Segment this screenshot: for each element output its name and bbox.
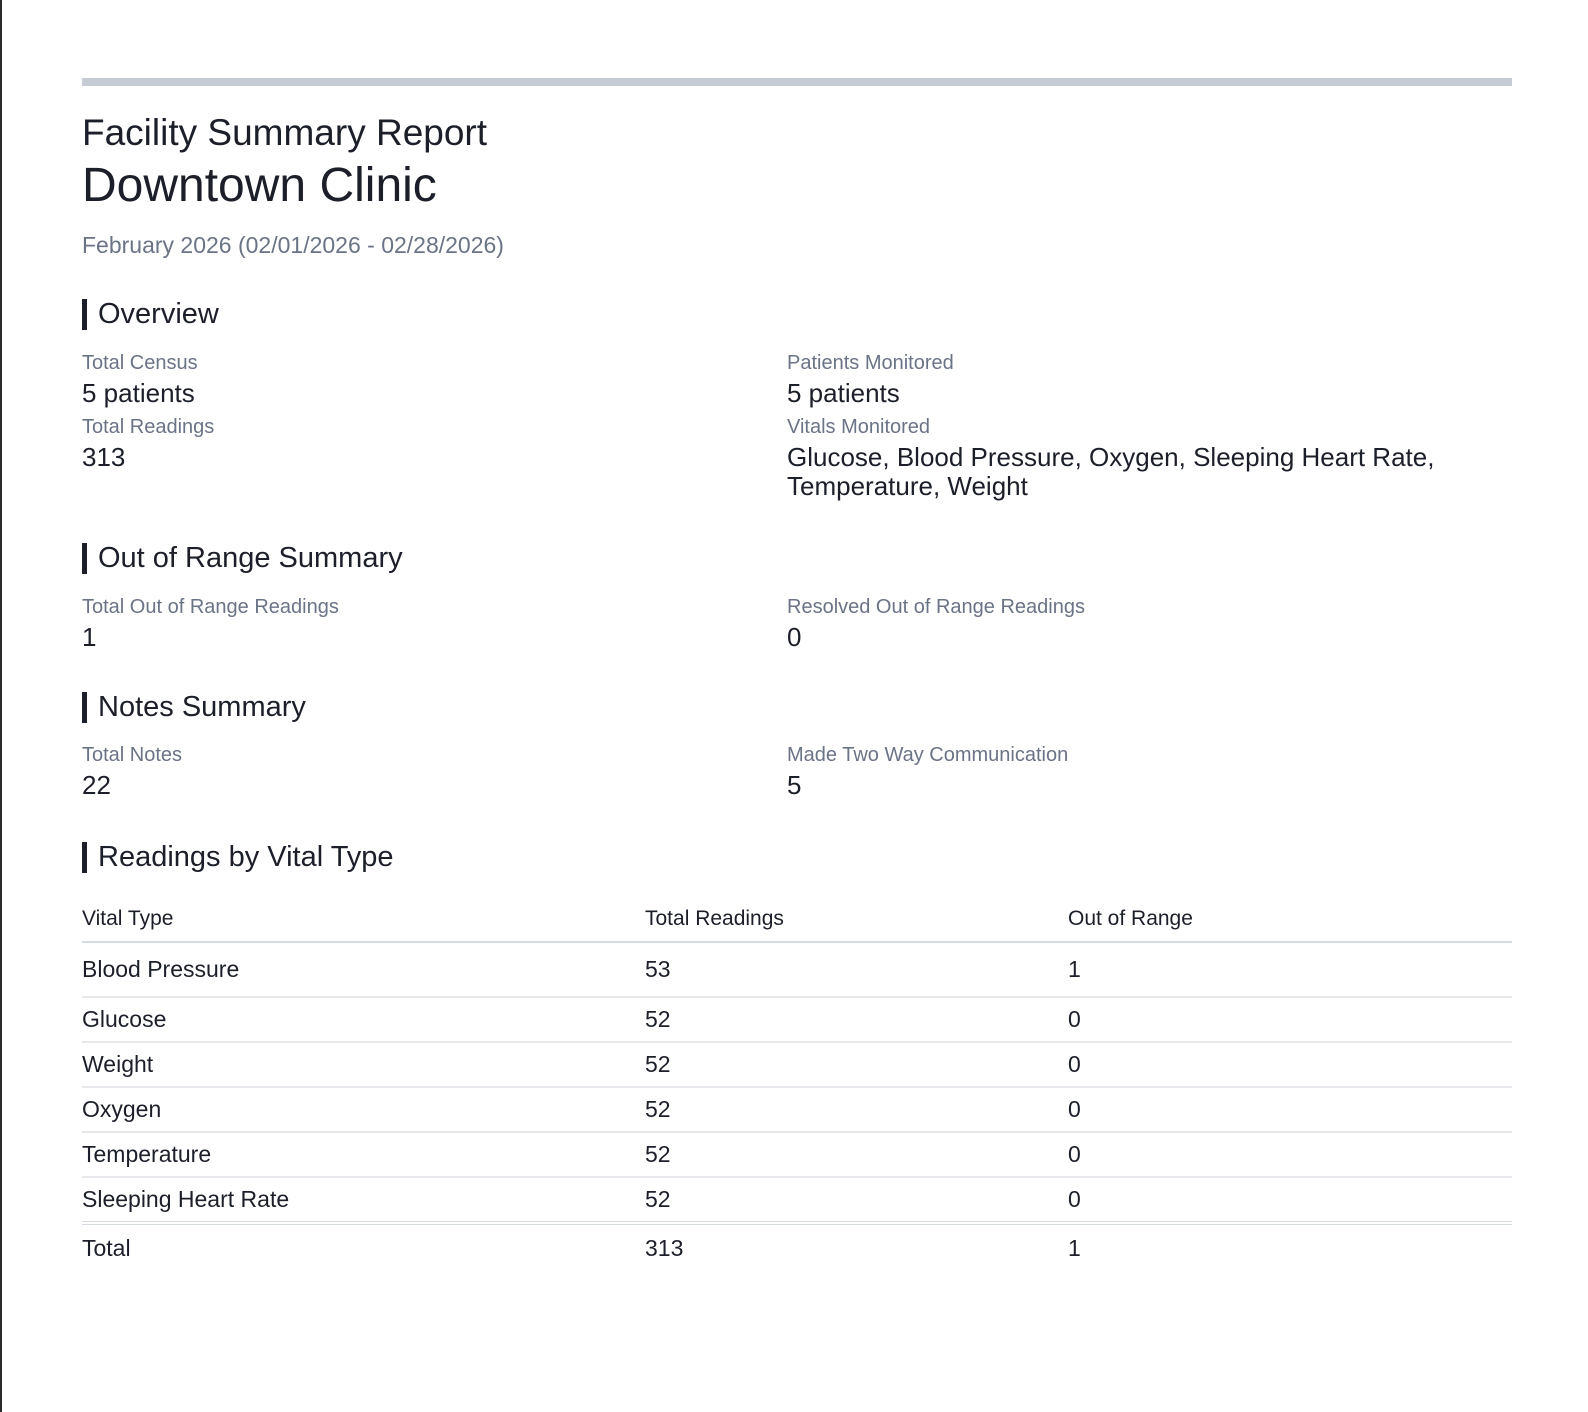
resolved-out-of-range [787,595,1492,652]
out-of-range-heading [82,541,1512,575]
patients-monitored-value: 5 patients [787,378,900,409]
vital-type-cell: Weight [82,1042,645,1087]
column-header-out-of-range: Out of Range [1068,907,1512,942]
out-of-range-cell: 0 [1068,997,1512,1042]
overview-heading [82,297,1512,331]
report-period: February 2026 (02/01/2026 - 02/28/2026) [82,232,504,259]
total-readings-value: 313 [82,442,126,473]
out-of-range-cell: 0 [1068,1042,1512,1087]
total-readings-sum-cell: 313 [645,1223,1068,1271]
facility-name: Downtown Clinic [82,158,437,212]
patients-monitored [787,351,1492,408]
total-readings-cell: 52 [645,1042,1068,1087]
section-bar [82,842,87,873]
table-row [82,1132,1512,1177]
notes-heading-text: Notes Summary [98,691,306,724]
total-notes [82,743,787,800]
resolved-out-of-range-label: Resolved Out of Range Readings [787,596,1085,619]
table-total-row [82,1223,1512,1271]
out-of-range-grid [82,595,1512,652]
report-title: Facility Summary Report [82,112,488,153]
total-out-of-range-sum-cell: 1 [1068,1223,1512,1271]
total-readings-cell: 52 [645,997,1068,1042]
total-out-of-range [82,595,787,652]
vitals-monitored [787,415,1492,501]
vital-type-cell: Oxygen [82,1087,645,1132]
header-rule [82,78,1512,86]
section-bar [82,543,87,574]
patients-monitored-label: Patients Monitored [787,352,954,375]
column-header-total-readings: Total Readings [645,907,1068,942]
overview-grid [82,351,1512,501]
total-readings [82,415,787,501]
column-header-vital-type: Vital Type [82,907,645,942]
total-out-of-range-value: 1 [82,622,97,653]
out-of-range-cell: 0 [1068,1132,1512,1177]
total-readings-cell: 53 [645,942,1068,997]
notes-heading [82,690,1512,724]
table-row [82,1042,1512,1087]
total-notes-label: Total Notes [82,744,183,767]
table-header-row [82,907,1512,942]
total-census-label: Total Census [82,352,198,375]
vitals-monitored-label: Vitals Monitored [787,416,931,439]
vital-type-cell: Sleeping Heart Rate [82,1177,645,1223]
total-readings-cell: 52 [645,1177,1068,1223]
total-census-value: 5 patients [82,378,195,409]
two-way-communication-value: 5 [787,770,802,801]
vitals-table-heading-text: Readings by Vital Type [98,841,394,874]
out-of-range-heading-text: Out of Range Summary [98,542,403,575]
report-page [82,78,1512,1271]
section-bar [82,299,87,330]
resolved-out-of-range-value: 0 [787,622,802,653]
vitals-table-heading [82,840,1512,874]
total-label-cell: Total [82,1223,645,1271]
table-row [82,942,1512,997]
total-readings-label: Total Readings [82,416,215,439]
vitals-monitored-value: Glucose, Blood Pressure, Oxygen, Sleeping Heart Rate, Temperature, Weight [787,442,1435,502]
two-way-communication-label: Made Two Way Communication [787,744,1069,767]
out-of-range-cell: 1 [1068,942,1512,997]
total-notes-value: 22 [82,770,111,801]
out-of-range-cell: 0 [1068,1177,1512,1223]
total-census [82,351,787,408]
total-readings-cell: 52 [645,1132,1068,1177]
vital-type-cell: Blood Pressure [82,942,645,997]
total-readings-cell: 52 [645,1087,1068,1132]
notes-grid [82,743,1512,800]
vital-type-cell: Temperature [82,1132,645,1177]
vitals-table [82,907,1512,1271]
out-of-range-cell: 0 [1068,1087,1512,1132]
total-out-of-range-label: Total Out of Range Readings [82,596,339,619]
overview-heading-text: Overview [98,298,219,331]
table-row [82,1177,1512,1223]
left-border [0,0,2,1412]
table-row [82,1087,1512,1132]
table-row [82,997,1512,1042]
two-way-communication [787,743,1492,800]
section-bar [82,692,87,723]
vital-type-cell: Glucose [82,997,645,1042]
